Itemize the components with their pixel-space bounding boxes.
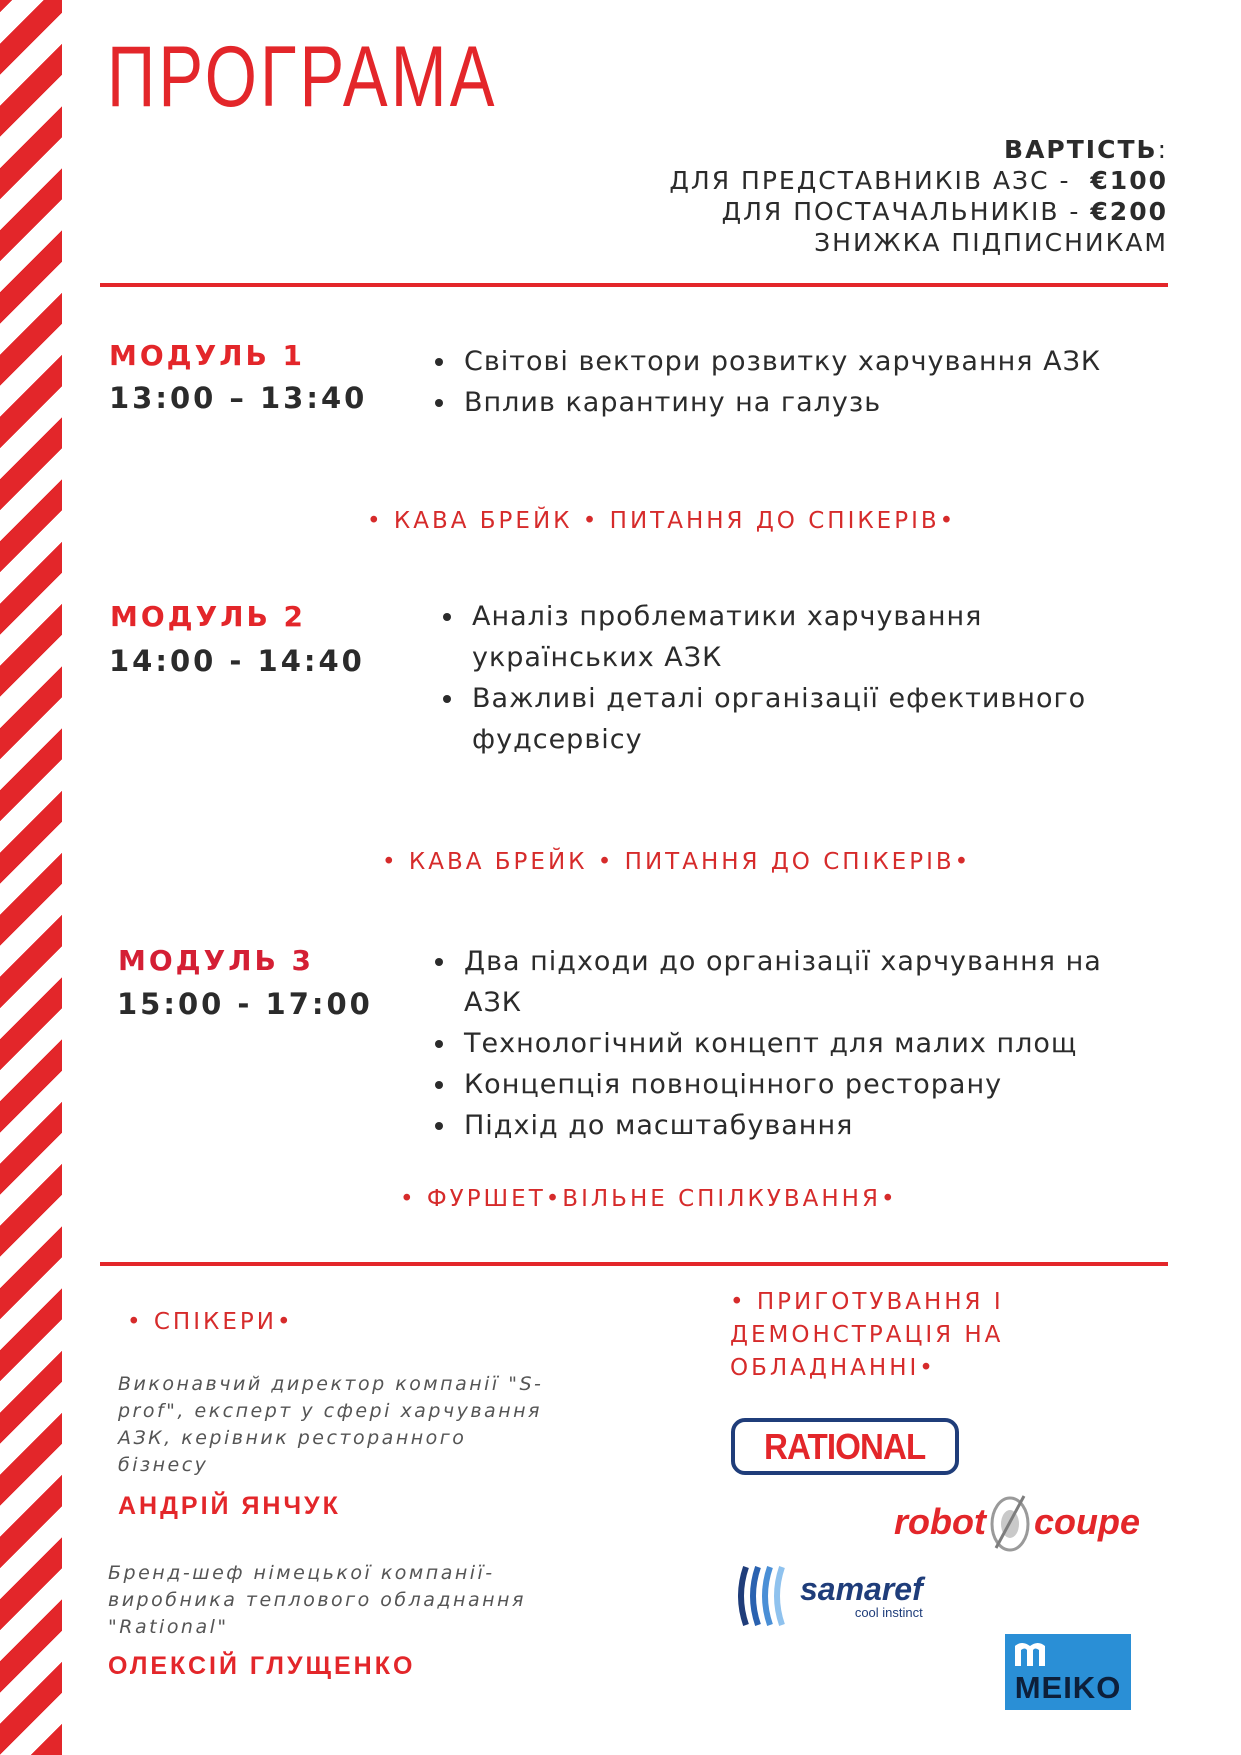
module-2-topics	[434, 596, 1106, 760]
price-line-3: ЗНИЖКА ПІДПИСНИКАМ	[814, 228, 1168, 257]
module-3-time: 15:00 - 17:00	[117, 987, 373, 1021]
decorative-stripe-border	[0, 0, 62, 1755]
module-1-title: МОДУЛЬ 1	[109, 339, 306, 372]
samaref-wave-icon	[738, 1563, 794, 1629]
equipment-heading: • ПРИГОТУВАННЯ І ДЕМОНСТРАЦІЯ НА ОБЛАДНАННІ•	[730, 1289, 1004, 1381]
list-item: • Концепція повноцінного ресторану	[458, 1064, 1158, 1105]
module-2-title: МОДУЛЬ 2	[110, 600, 307, 633]
module-1-time: 13:00 – 13:40	[109, 381, 368, 415]
robot-coupe-blade-icon	[988, 1488, 1032, 1556]
speakers-heading: • СПІКЕРИ•	[127, 1309, 294, 1335]
list-item: • Підхід до масштабування	[458, 1105, 1158, 1146]
price-line-1	[669, 165, 1168, 196]
module-1-topics	[426, 341, 1148, 423]
price-line-2	[669, 196, 1168, 227]
list-item: • Вплив карантину на галузь	[458, 382, 1148, 423]
break-2: • КАВА БРЕЙК • ПИТАННЯ ДО СПІКЕРІВ•	[382, 849, 972, 875]
robot-coupe-logo-right: coupe	[1033, 1501, 1140, 1542]
list-item: • Два підходи до організації харчування на АЗК	[458, 941, 1158, 1023]
robot-coupe-logo	[894, 1482, 1154, 1562]
samaref-logo	[738, 1560, 988, 1632]
meiko-logo	[1005, 1634, 1131, 1710]
module-3-topics	[426, 941, 1158, 1146]
price-block	[669, 134, 1168, 258]
rational-logo	[731, 1418, 959, 1475]
list-item: • Технологічний концепт для малих площ	[458, 1023, 1158, 1064]
page-title: ПРОГРАМА	[107, 29, 498, 125]
price-line-1-value: €100	[1090, 166, 1168, 195]
speaker-1-description: Виконавчий директор компанії "S-prof", експерт у сфері харчування АЗК, керівник ресторанного бізнесу	[118, 1373, 544, 1476]
price-heading: ВАРТІСТЬ	[1004, 135, 1158, 164]
divider-top	[100, 283, 1168, 287]
meiko-m-icon	[1013, 1642, 1047, 1666]
speaker-1-name: АНДРІЙ ЯНЧУК	[118, 1492, 341, 1520]
list-item: • Світові вектори розвитку харчування АЗК	[458, 341, 1148, 382]
module-2-time: 14:00 - 14:40	[109, 644, 365, 678]
price-line-2-value: €200	[1090, 197, 1168, 226]
samaref-text	[800, 1570, 923, 1620]
robot-coupe-logo-left: robot	[894, 1501, 986, 1542]
samaref-tagline: cool instinct	[854, 1604, 923, 1620]
price-line-2-label: ДЛЯ ПОСТАЧАЛЬНИКІВ -	[721, 197, 1081, 226]
list-item: • Важливі деталі організації ефективного фудсервісу	[466, 678, 1106, 760]
price-heading-line: ВАРТІСТЬ:	[1004, 135, 1168, 164]
speaker-2-name: ОЛЕКСІЙ ГЛУЩЕНКО	[108, 1652, 416, 1680]
break-1: • КАВА БРЕЙК • ПИТАННЯ ДО СПІКЕРІВ•	[367, 508, 957, 534]
samaref-logo-text: samaref	[800, 1570, 923, 1607]
rational-logo-text: RATIONAL	[764, 1425, 926, 1467]
price-line-1-label: ДЛЯ ПРЕДСТАВНИКІВ АЗС -	[669, 166, 1071, 195]
list-item: • Аналіз проблематики харчування українських АЗК	[466, 596, 1106, 678]
meiko-logo-text: MEIKO	[1014, 1670, 1122, 1705]
divider-bottom	[100, 1262, 1168, 1266]
speaker-2-description: Бренд-шеф німецької компанії-виробника теплового обладнання "Rational"	[108, 1562, 526, 1638]
module-3-title: МОДУЛЬ 3	[118, 944, 315, 977]
break-3: • ФУРШЕТ•ВІЛЬНЕ СПІЛКУВАННЯ•	[400, 1186, 898, 1212]
